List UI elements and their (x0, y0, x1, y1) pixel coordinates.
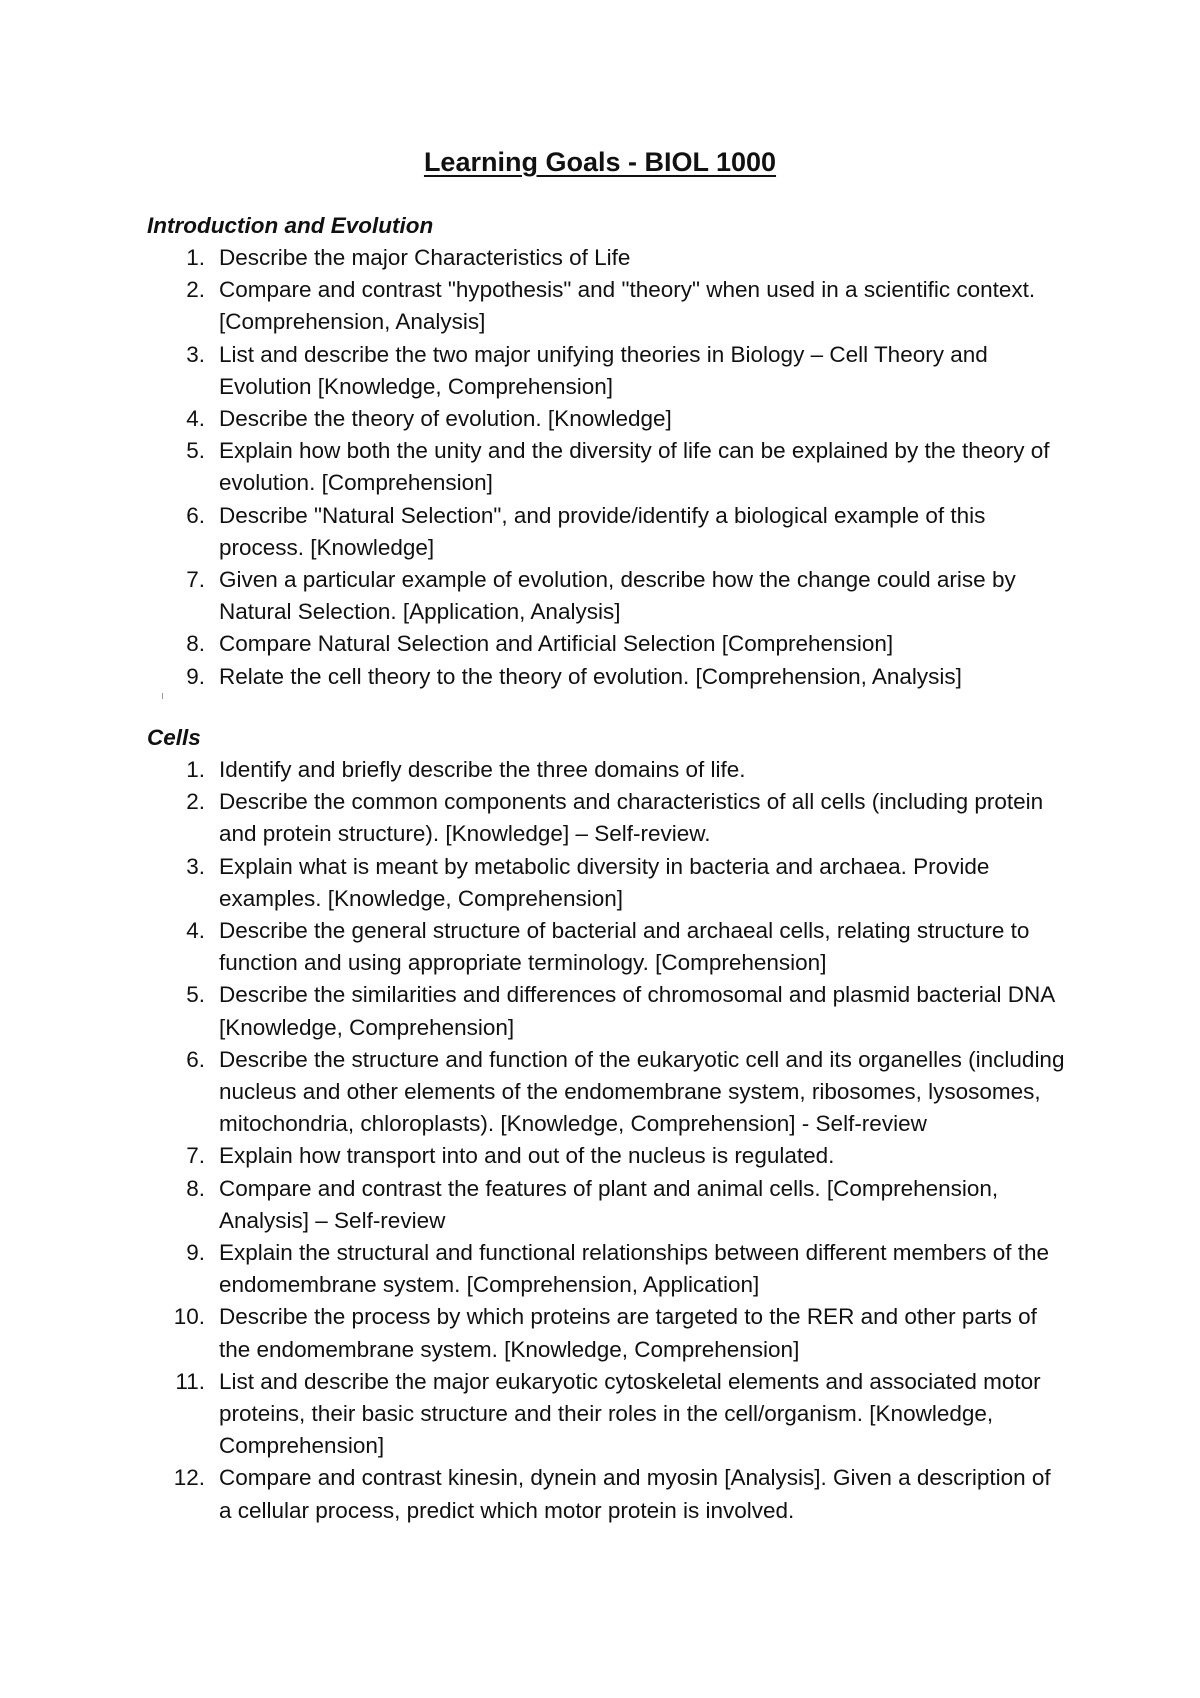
item-number: 10. (173, 1304, 205, 1330)
item-text: Describe the common components and characteristics of all cells (including protein and protein structure). [Knowledge] – Self-review. (219, 789, 1044, 847)
list-item (147, 1140, 1067, 1172)
item-number: 7. (186, 1143, 205, 1169)
list-item (147, 628, 1067, 660)
item-text: Describe the process by which proteins are targeted to the RER and other parts of the endomembrane system. [Knowledge, Comprehension] (219, 1304, 1037, 1362)
item-number: 11. (175, 1368, 205, 1394)
item-number: 3. (186, 341, 205, 367)
item-number: 12. (173, 1465, 205, 1491)
item-text: Describe the major Characteristics of Life (219, 245, 631, 270)
item-text: Explain the structural and functional relationships between different members of the endomembrane system. [Comprehension, Application] (219, 1240, 1050, 1298)
list-item (147, 1237, 1067, 1301)
item-text: Describe the theory of evolution. [Knowledge] (219, 406, 672, 432)
list-item (147, 274, 1067, 338)
item-text: Relate the cell theory to the theory of evolution. [Comprehension, Analysis] (219, 663, 962, 689)
list-item (147, 403, 1067, 435)
item-number: 4. (186, 918, 205, 944)
list-item (147, 1462, 1067, 1526)
list-item (147, 435, 1067, 499)
list-item (147, 564, 1067, 628)
list-item (147, 915, 1067, 979)
item-text: Given a particular example of evolution, describe how the change could arise by Natural Selection. [Application, Analysis] (219, 567, 1016, 625)
item-text: Compare and contrast "hypothesis" and "theory" when used in a scientific context. [Comprehension, Analysis] (219, 277, 1036, 335)
item-number: 8. (186, 1175, 205, 1201)
item-number: 1. (186, 245, 205, 270)
item-text: Compare and contrast the features of plant and animal cells. [Comprehension, Analysis] – Self-review (219, 1175, 999, 1233)
item-number: 9. (186, 663, 205, 689)
learning-goals-list (147, 754, 1067, 1527)
item-number: 2. (186, 277, 205, 303)
item-text: Explain how transport into and out of the nucleus is regulated. (219, 1143, 835, 1169)
list-item (147, 339, 1067, 403)
item-number: 6. (186, 1046, 205, 1072)
section-heading: Cells (147, 725, 201, 750)
item-text: Describe the general structure of bacterial and archaeal cells, relating structure to function and using appropriate terminology. [Comprehension] (219, 918, 1030, 976)
list-item (147, 786, 1067, 850)
item-number: 3. (186, 853, 205, 879)
item-text: Compare Natural Selection and Artificial Selection [Comprehension] (219, 631, 894, 657)
item-number: 7. (186, 567, 205, 593)
section-introduction-and-evolution (147, 210, 1067, 693)
item-text: List and describe the major eukaryotic cytoskeletal elements and associated motor proteins, their basic structure and their roles in the cell/organism. [Knowledge, Comprehension] (219, 1368, 1041, 1459)
list-item (147, 1366, 1067, 1463)
list-item (147, 1044, 1067, 1141)
list-item (147, 1301, 1067, 1365)
item-text: Identify and briefly describe the three domains of life. (219, 757, 746, 782)
item-number: 1. (186, 757, 205, 782)
item-number: 5. (186, 982, 205, 1008)
item-text: Compare and contrast kinesin, dynein and myosin [Analysis]. Given a description of a cellular process, predict which motor protein is involved. (219, 1465, 1051, 1523)
item-number: 2. (186, 789, 205, 815)
item-number: 4. (186, 406, 205, 432)
item-text: Explain how both the unity and the diversity of life can be explained by the theory of evolution. [Comprehension] (219, 438, 1050, 496)
section-cells (147, 722, 1067, 1527)
list-item (147, 754, 1067, 786)
list-item (147, 500, 1067, 564)
page-title: Learning Goals - BIOL 1000 (423, 147, 777, 177)
stray-mark (162, 693, 163, 699)
item-number: 5. (186, 438, 205, 464)
learning-goals-list (147, 242, 1067, 693)
item-text: Describe "Natural Selection", and provide/identify a biological example of this process. [Knowledge] (219, 502, 986, 560)
section-heading: Introduction and Evolution (147, 213, 434, 238)
list-item (147, 1173, 1067, 1237)
item-text: List and describe the two major unifying theories in Biology – Cell Theory and Evolution [Knowledge, Comprehension] (219, 341, 988, 399)
item-number: 8. (186, 631, 205, 657)
item-text: Explain what is meant by metabolic diversity in bacteria and archaea. Provide examples. [Knowledge, Comprehension] (219, 853, 990, 911)
list-item (147, 661, 1067, 693)
list-item (147, 242, 1067, 274)
item-number: 6. (186, 502, 205, 528)
item-text: Describe the structure and function of the eukaryotic cell and its organelles (including nucleus and other elements of the endomembrane system, ribosomes, lysosomes, mitochondria, chloroplasts). [Knowledge, Comprehension] - Self-review (219, 1046, 1065, 1137)
item-text: Describe the similarities and differences of chromosomal and plasmid bacterial DNA [Knowledge, Comprehension] (219, 982, 1054, 1040)
list-item (147, 851, 1067, 915)
item-number: 9. (186, 1240, 205, 1266)
list-item (147, 979, 1067, 1043)
